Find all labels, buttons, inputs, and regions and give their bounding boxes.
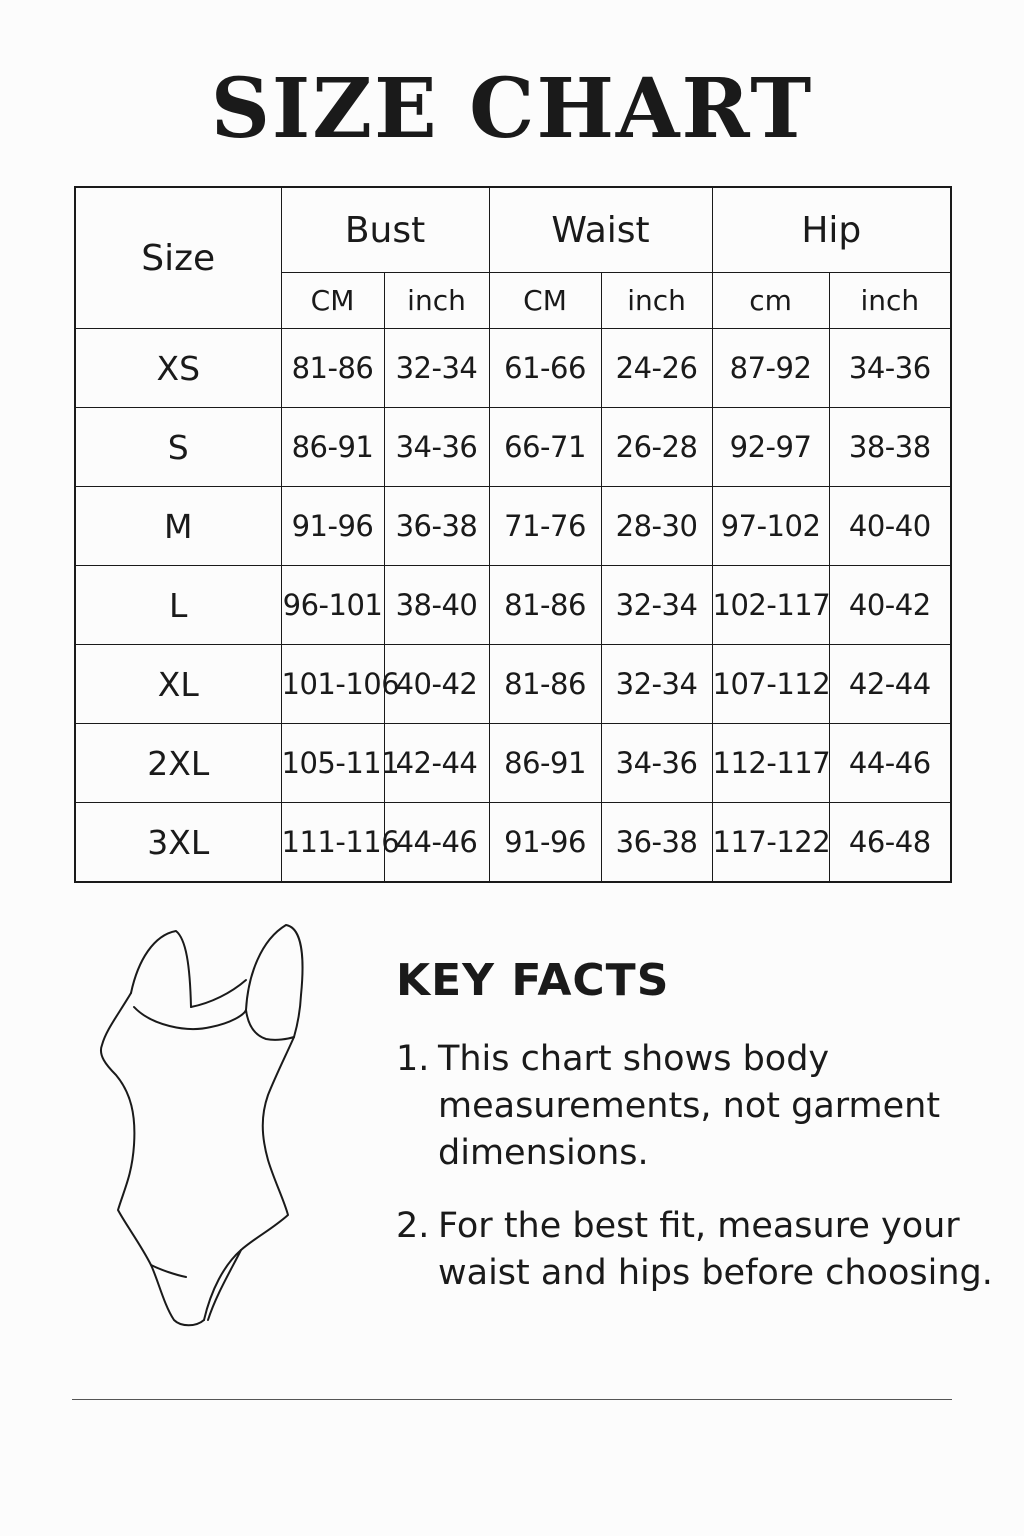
waist-inch-cell: 28-30: [601, 487, 712, 566]
table-row: [75, 408, 951, 487]
size-chart-table: [74, 186, 952, 883]
bust-inch-cell: 38-40: [384, 566, 489, 645]
divider: [72, 1399, 952, 1400]
hip-inch-cell: 40-42: [829, 566, 951, 645]
hip-cm-cell: 117-122: [712, 803, 829, 883]
bust-cm-cell: 91-96: [281, 487, 384, 566]
header-row-groups: [75, 187, 951, 273]
bust-header: Bust: [281, 187, 489, 273]
size-cell: M: [75, 487, 281, 566]
list-item-number: 1.: [396, 1039, 430, 1079]
waist-inch-cell: 32-34: [601, 566, 712, 645]
waist-cm-cell: 81-86: [489, 645, 601, 724]
hip-inch-cell: 46-48: [829, 803, 951, 883]
hip-cm-header: cm: [712, 273, 829, 329]
waist-cm-cell: 81-86: [489, 566, 601, 645]
hip-cm-cell: 107-112: [712, 645, 829, 724]
waist-inch-header: inch: [601, 273, 712, 329]
page-title: SIZE CHART: [210, 61, 814, 157]
waist-cm-cell: 71-76: [489, 487, 601, 566]
bust-cm-header: CM: [281, 273, 384, 329]
hip-cm-cell: 112-117: [712, 724, 829, 803]
hip-cm-cell: 92-97: [712, 408, 829, 487]
hip-cm-cell: 87-92: [712, 329, 829, 408]
bust-cm-cell: 105-111: [281, 724, 384, 803]
bust-cm-cell: 111-116: [281, 803, 384, 883]
hip-inch-cell: 34-36: [829, 329, 951, 408]
bust-cm-cell: 101-106: [281, 645, 384, 724]
bust-inch-cell: 44-46: [384, 803, 489, 883]
waist-cm-cell: 91-96: [489, 803, 601, 883]
table-row: [75, 329, 951, 408]
bust-cm-cell: 81-86: [281, 329, 384, 408]
table-row: [75, 566, 951, 645]
waist-cm-cell: 66-71: [489, 408, 601, 487]
hip-inch-cell: 42-44: [829, 645, 951, 724]
bust-inch-cell: 34-36: [384, 408, 489, 487]
bust-inch-cell: 36-38: [384, 487, 489, 566]
bust-cm-cell: 86-91: [281, 408, 384, 487]
waist-cm-header: CM: [489, 273, 601, 329]
list-item: [396, 1036, 996, 1177]
hip-cm-cell: 102-117: [712, 566, 829, 645]
bust-inch-header: inch: [384, 273, 489, 329]
list-item: [396, 1203, 996, 1297]
waist-inch-cell: 32-34: [601, 645, 712, 724]
bust-inch-cell: 42-44: [384, 724, 489, 803]
hip-inch-header: inch: [829, 273, 951, 329]
bust-cm-cell: 96-101: [281, 566, 384, 645]
table-row: [75, 724, 951, 803]
bodysuit-illustration: [96, 915, 316, 1335]
list-item-text: For the best fit, measure your waist and hips before choosing.: [438, 1206, 993, 1293]
hip-header: Hip: [712, 187, 951, 273]
size-cell: 3XL: [75, 803, 281, 883]
table-row: [75, 645, 951, 724]
size-cell: XS: [75, 329, 281, 408]
size-cell: XL: [75, 645, 281, 724]
list-item-text: This chart shows body measurements, not garment dimensions.: [438, 1039, 941, 1173]
waist-inch-cell: 24-26: [601, 329, 712, 408]
hip-inch-cell: 44-46: [829, 724, 951, 803]
waist-cm-cell: 61-66: [489, 329, 601, 408]
key-facts-title: KEY FACTS: [396, 955, 670, 1006]
waist-header: Waist: [489, 187, 712, 273]
waist-inch-cell: 34-36: [601, 724, 712, 803]
size-header: Size: [75, 187, 281, 329]
waist-inch-cell: 36-38: [601, 803, 712, 883]
waist-cm-cell: 86-91: [489, 724, 601, 803]
hip-inch-cell: 38-38: [829, 408, 951, 487]
size-cell: 2XL: [75, 724, 281, 803]
waist-inch-cell: 26-28: [601, 408, 712, 487]
bodysuit-icon: [96, 915, 316, 1335]
table-row: [75, 487, 951, 566]
size-cell: S: [75, 408, 281, 487]
size-cell: L: [75, 566, 281, 645]
hip-cm-cell: 97-102: [712, 487, 829, 566]
bust-inch-cell: 32-34: [384, 329, 489, 408]
list-item-number: 2.: [396, 1206, 430, 1246]
bust-inch-cell: 40-42: [384, 645, 489, 724]
hip-inch-cell: 40-40: [829, 487, 951, 566]
key-facts: [396, 955, 996, 1323]
table-row: [75, 803, 951, 883]
